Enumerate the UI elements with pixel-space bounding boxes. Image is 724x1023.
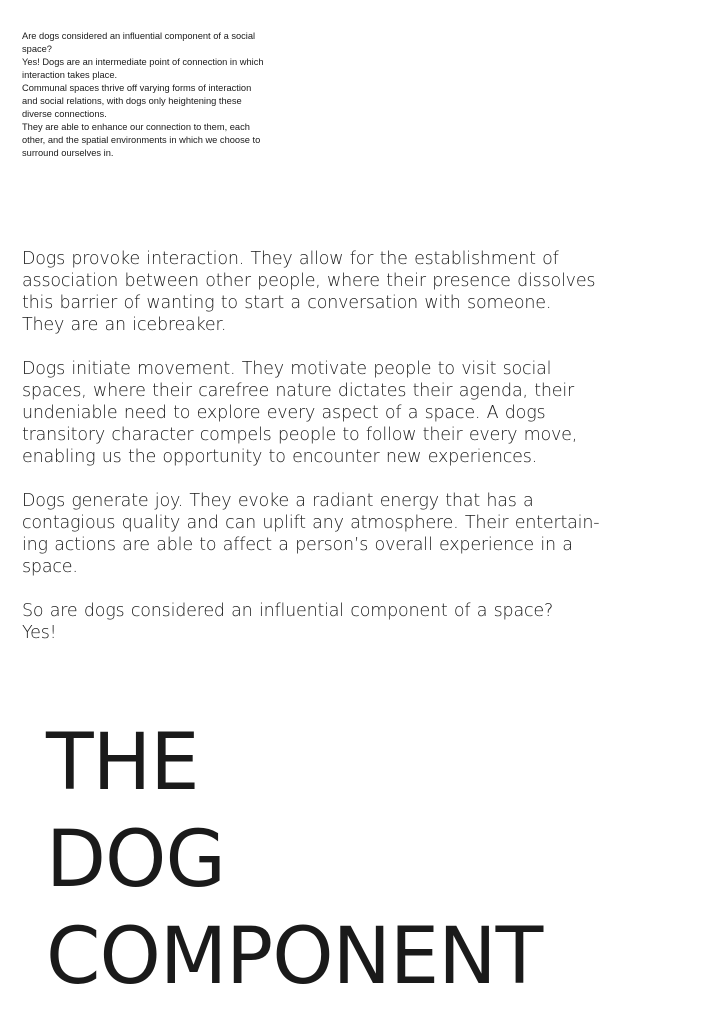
- intro-communal-spaces: Communal spaces thrive off varying forms of interaction and social relations, with dogs only heightening these diverse connections.: [22, 83, 252, 119]
- title-line-component: COMPONENT: [46, 912, 543, 1002]
- page-title: [46, 715, 542, 1006]
- intro-connection: They are able to enhance our connection to them, each other, and the spatial environments in which we choose to surround ourselves in.: [22, 122, 261, 158]
- title-line-dog: DOG: [46, 815, 225, 905]
- paragraph-movement: Dogs initiate movement. They motivate people to visit social spaces, where their carefree nature dictates their agenda, their undeniable need to explore every aspect of a space. A dogs transitory character compels people to follow their every move, enabling us the opportunity to encounter new experiences.: [22, 359, 578, 467]
- paragraph-joy: Dogs generate joy. They evoke a radiant energy that has a contagious quality and can uplift any atmosphere. Their entertain- ing actions are able to affect a person’s overall experience in a space.: [22, 491, 600, 577]
- body-text-block: [22, 248, 622, 666]
- intro-text-block: [22, 30, 267, 160]
- title-line-the: THE: [46, 718, 199, 808]
- intro-answer: Yes! Dogs are an intermediate point of connection in which interaction takes place.: [22, 57, 264, 80]
- paragraph-interaction: Dogs provoke interaction. They allow for the establishment of association between other people, where their presence dissolves this barrier of wanting to start a conversation with someone. They are an icebreaker.: [22, 249, 596, 335]
- paragraph-conclusion: So are dogs considered an influential component of a space? Yes!: [22, 601, 554, 643]
- intro-question: Are dogs considered an influential component of a social space?: [22, 31, 256, 54]
